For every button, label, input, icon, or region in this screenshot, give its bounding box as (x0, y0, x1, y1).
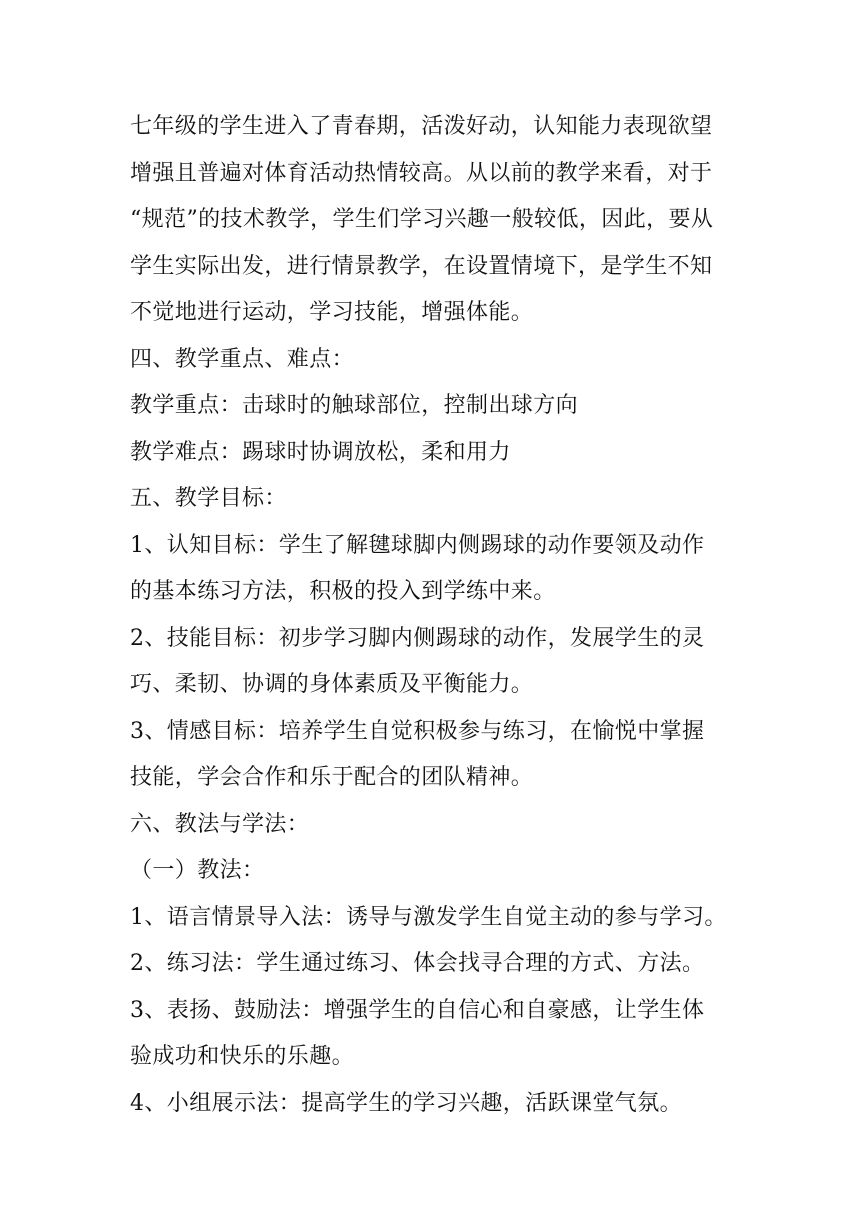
paragraph-line: 增强且普遍对体育活动热情较高。从以前的教学来看，对于 (130, 160, 713, 186)
list-item: 2、技能目标：初步学习脚内侧踢球的动作，发展学生的灵 (130, 625, 705, 651)
list-item-continuation: 巧、柔韧、协调的身体素质及平衡能力。 (130, 672, 534, 697)
difficulty-line: 教学难点：踢球时协调放松，柔和用力 (130, 439, 511, 465)
document-body (130, 104, 740, 1127)
list-item: 3、表扬、鼓励法：增强学生的自信心和自豪感，让学生体 (130, 997, 705, 1023)
paragraph-line: 学生实际出发，进行情景教学，在设置情境下，是学生不知 (130, 253, 713, 279)
list-item: 1、语言情景导入法：诱导与激发学生自觉主动的参与学习。 (130, 904, 727, 930)
list-item-continuation: 验成功和快乐的乐趣。 (130, 1044, 355, 1069)
subsection-heading: （一）教法： (130, 858, 265, 883)
list-item: 3、情感目标：培养学生自觉积极参与练习，在愉悦中掌握 (130, 718, 705, 744)
paragraph-line: 七年级的学生进入了青春期，活泼好动，认知能力表现欲望 (130, 114, 713, 139)
focus-line: 教学重点：击球时的触球部位，控制出球方向 (130, 393, 579, 418)
list-item: 1、认知目标：学生了解毽球脚内侧踢球的动作要领及动作 (130, 532, 705, 558)
list-item: 4、小组展示法：提高学生的学习兴趣，活跃课堂气氛。 (130, 1090, 682, 1116)
paragraph-line: “规范”的技术教学，学生们学习兴趣一般较低，因此，要从 (130, 207, 714, 232)
list-item-continuation: 的基本练习方法，积极的投入到学练中来。 (130, 579, 556, 604)
list-item: 2、练习法：学生通过练习、体会找寻合理的方式、方法。 (130, 951, 705, 976)
list-item-continuation: 技能，学会合作和乐于配合的团队精神。 (130, 765, 534, 790)
section-heading: 四、教学重点、难点： (130, 346, 355, 372)
section-heading: 五、教学目标： (130, 486, 287, 511)
section-heading: 六、教法与学法： (130, 811, 310, 837)
paragraph-line: 不觉地进行运动，学习技能，增强体能。 (130, 300, 534, 325)
